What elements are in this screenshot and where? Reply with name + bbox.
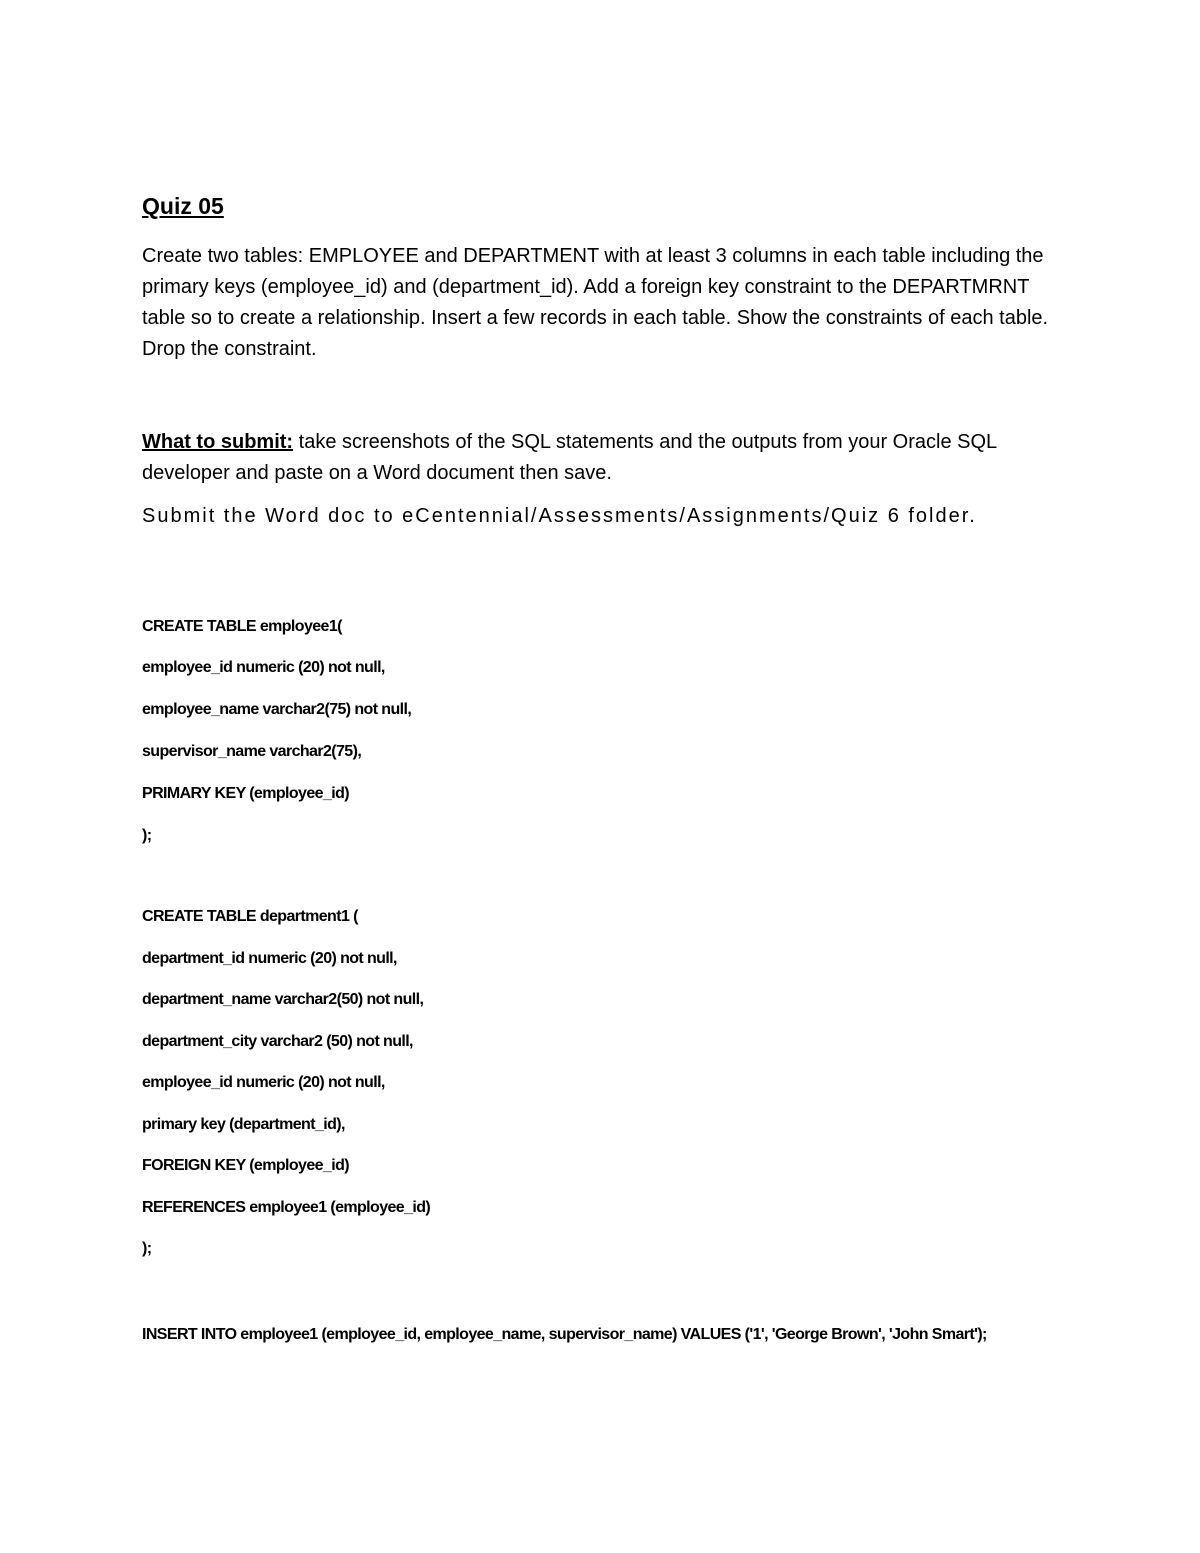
quiz-title: Quiz 05 [142,193,224,219]
sql-line: employee_id numeric (20) not null, [142,1074,385,1091]
sql-line: FOREIGN KEY (employee_id) [142,1157,349,1174]
sql-insert-statement: INSERT INTO employee1 (employee_id, employee_name, supervisor_name) VALUES ('1', 'George Brown', 'John Smart'); [142,1326,987,1343]
sql-line: supervisor_name varchar2(75), [142,743,362,760]
sql-line: employee_id numeric (20) not null, [142,659,385,676]
submit-label: What to submit: [142,431,294,453]
submission-location-note: Submit the Word doc to eCentennial/Assessments/Assignments/Quiz 6 folder. [142,505,977,527]
sql-line: employee_name varchar2(75) not null, [142,701,412,718]
sql-line: CREATE TABLE department1 ( [142,908,358,925]
sql-line: primary key (department_id), [142,1116,345,1133]
quiz-instructions: Create two tables: EMPLOYEE and DEPARTMENT with at least 3 columns in each table including the primary keys (employee_id) and (department_id). Add a foreign key constraint to the DEPARTMRNT table so to create a relationship. Insert a few records in each table. Show the constraints of each table. Drop the constraint. [142,245,1049,360]
sql-line: ); [142,827,152,844]
sql-line: REFERENCES employee1 (employee_id) [142,1199,431,1216]
submit-text: take screenshots of the SQL statements and the outputs from your Oracle SQL developer and paste on a Word document then save. [142,431,997,484]
submission-instructions [142,427,1062,489]
sql-line: ); [142,1240,152,1257]
sql-line: PRIMARY KEY (employee_id) [142,785,349,802]
sql-line: department_name varchar2(50) not null, [142,991,424,1008]
sql-line: department_city varchar2 (50) not null, [142,1033,413,1050]
sql-line: CREATE TABLE employee1( [142,618,342,635]
sql-line: department_id numeric (20) not null, [142,950,397,967]
